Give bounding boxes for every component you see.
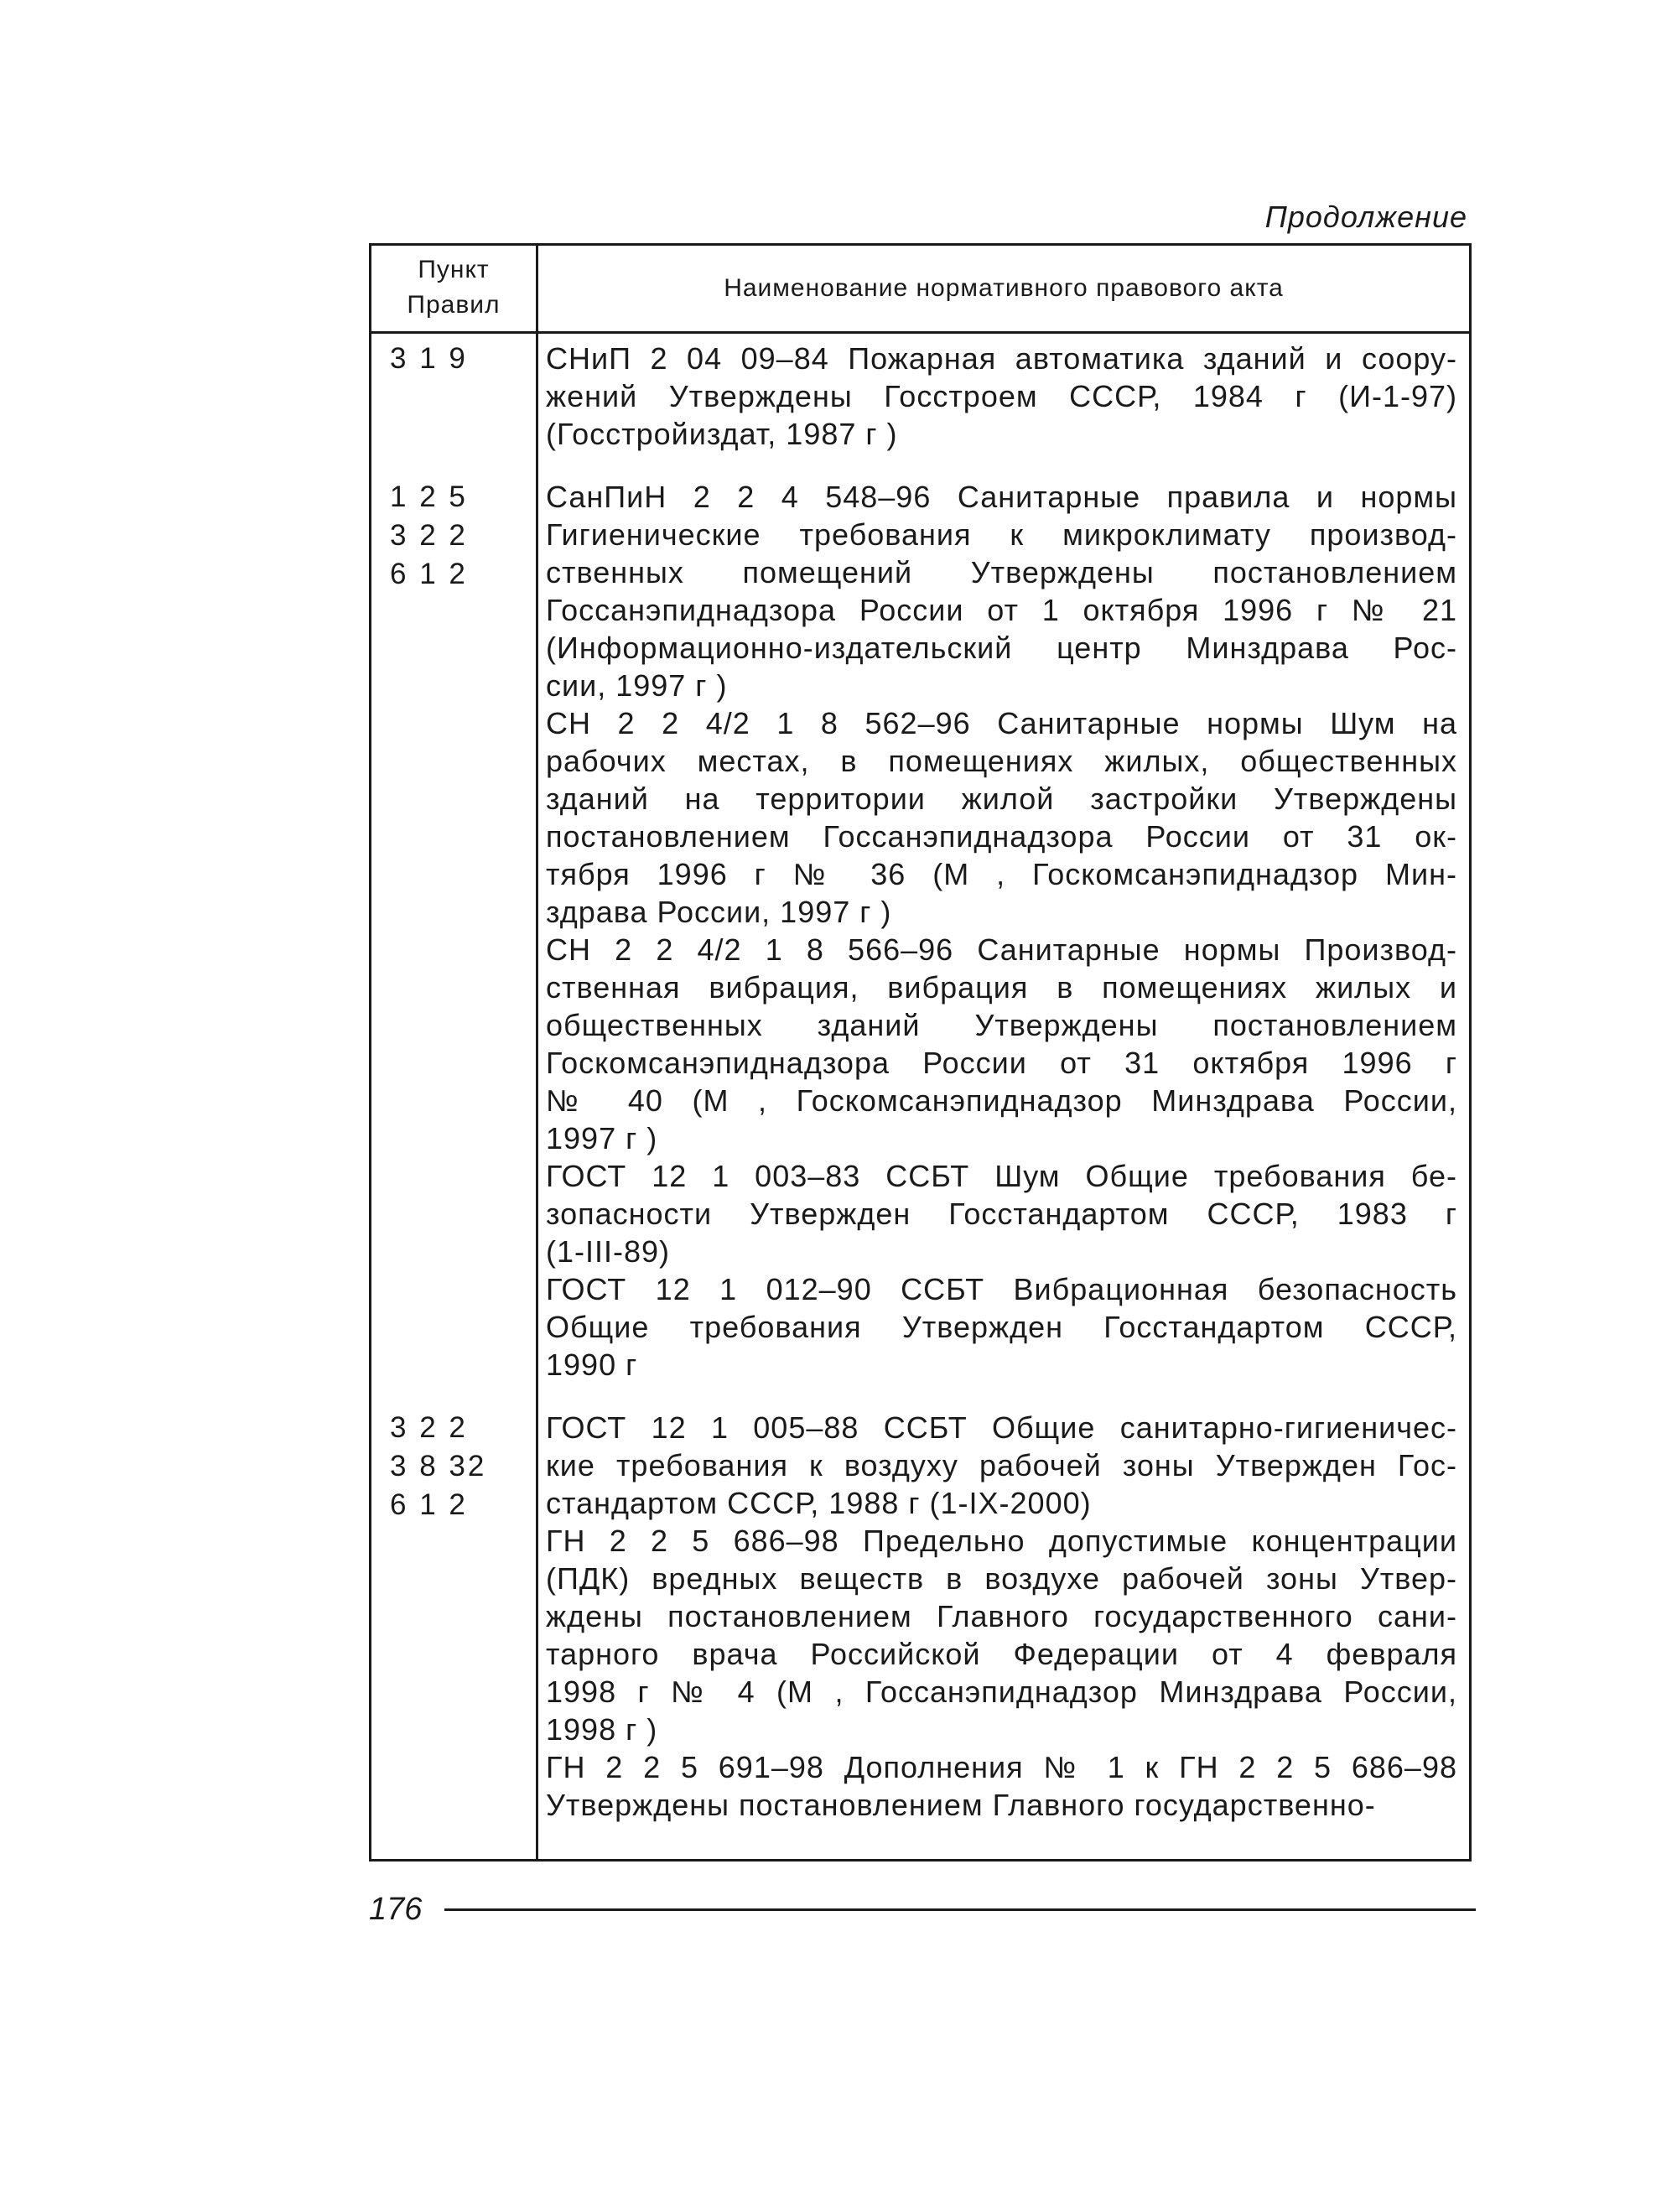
header-clause	[371, 252, 536, 323]
act-text-line: ждены постановлением Главного государственного сани-	[546, 1599, 1457, 1633]
act-text-line: жений Утверждены Госстроем СССР, 1984 г (И-1-97)	[546, 379, 1457, 413]
act-text-line: ГОСТ 12 1 012–90 ССБТ Вибрационная безопасность	[546, 1272, 1457, 1306]
act-text-line: СНиП 2 04 09–84 Пожарная автоматика зданий и соору-	[546, 341, 1457, 376]
footer-rule	[444, 1908, 1476, 1911]
act-text-line: Общие требования Утвержден Госстандартом СССР,	[546, 1310, 1457, 1344]
act-text-line: СН 2 2 4/2 1 8 566–96 Санитарные нормы Производ-	[546, 932, 1457, 967]
act-text-line: ственная вибрация, вибрация в помещениях жилых и	[546, 970, 1457, 1005]
clause-number: 6 1 2	[390, 1488, 468, 1521]
act-text-line: тября 1996 г № 36 (М , Госкомсанэпиднадзор Мин-	[546, 857, 1457, 891]
act-text-line: 1990 г	[546, 1347, 638, 1382]
act-text-line: здрава России, 1997 г )	[546, 895, 892, 929]
acts-cell	[536, 478, 1469, 1384]
act-text-line: стандартом СССР, 1988 г (1-IX-2000)	[546, 1486, 1092, 1520]
act-text-line: рабочих местах, в помещениях жилых, общественных	[546, 744, 1457, 778]
act-text-line: Гигиенические требования к микроклимату производ-	[546, 517, 1457, 552]
act-text-line: 1998 г № 4 (М , Госсанэпиднадзор Минздрава России,	[546, 1675, 1457, 1709]
act-text-line: (Информационно-издательский центр Минздрава Рос-	[546, 631, 1457, 665]
table-row	[371, 1409, 1469, 1824]
act-text-line: ГОСТ 12 1 003–83 ССБТ Шум Общие требования бе-	[546, 1159, 1457, 1193]
clause-number: 3 1 9	[390, 342, 468, 375]
clause-cell	[371, 478, 536, 1384]
act-text-line: 1998 г )	[546, 1712, 658, 1747]
act-text-line: Госкомсанэпиднадзора России от 31 октября 1996 г	[546, 1046, 1457, 1080]
clause-number: 3 2 2	[390, 519, 468, 552]
act-text-line: Госсанэпиднадзора России от 1 октября 1996 г № 21	[546, 593, 1457, 627]
act-text-line: зопасности Утвержден Госстандартом СССР, 1983 г	[546, 1197, 1457, 1231]
act-text-line: (Госстройиздат, 1987 г )	[546, 417, 898, 451]
table-row	[371, 478, 1469, 1384]
act-text-line: (1-III-89)	[546, 1234, 671, 1269]
header-act-name: Наименование нормативного правового акта	[724, 274, 1284, 302]
header-clause-line2: Правил	[407, 291, 501, 319]
act-text-line: СанПиН 2 2 4 548–96 Санитарные правила и нормы	[546, 480, 1457, 514]
act-text-line: (ПДК) вредных веществ в воздухе рабочей зоны Утвер-	[546, 1561, 1457, 1596]
page-footer	[369, 1888, 1476, 1930]
act-text-line: ГН 2 2 5 691–98 Дополнения № 1 к ГН 2 2 5 686–98	[546, 1750, 1457, 1784]
clause-number: 6 1 2	[390, 558, 468, 590]
acts-cell	[536, 1409, 1469, 1824]
act-text-line: зданий на территории жилой застройки Утверждены	[546, 781, 1457, 816]
clause-cell	[371, 1409, 536, 1824]
act-text-line: СН 2 2 4/2 1 8 562–96 Санитарные нормы Шум на	[546, 706, 1457, 740]
act-text-line: сии, 1997 г )	[546, 668, 728, 703]
act-text-line: общественных зданий Утверждены постановлением	[546, 1008, 1457, 1042]
table-row	[371, 340, 1469, 453]
continuation-label: Продолжение	[1264, 200, 1467, 234]
table-body	[371, 340, 1469, 1849]
clause-cell	[371, 340, 536, 453]
clause-number: 3 8 32	[390, 1450, 487, 1482]
regulations-table	[369, 243, 1472, 1862]
clause-number: 3 2 2	[390, 1411, 468, 1444]
act-text-line: постановлением Госсанэпиднадзора России от 31 ок-	[546, 819, 1457, 854]
clause-number: 1 2 5	[390, 480, 468, 513]
act-text-line: ственных помещений Утверждены постановлением	[546, 555, 1457, 589]
act-text-line: 1997 г )	[546, 1121, 658, 1155]
act-text-line: ГОСТ 12 1 005–88 ССБТ Общие санитарно-гигиеничес-	[546, 1410, 1457, 1445]
table-header	[371, 246, 1469, 334]
page-number: 176	[369, 1892, 423, 1927]
act-text-line: кие требования к воздуху рабочей зоны Утвержден Гос-	[546, 1448, 1457, 1482]
act-text-line: Утверждены постановлением Главного государственно-	[546, 1788, 1376, 1822]
act-text-line: ГН 2 2 5 686–98 Предельно допустимые концентрации	[546, 1524, 1457, 1558]
act-text-line: тарного врача Российской Федерации от 4 февраля	[546, 1637, 1457, 1671]
acts-cell	[536, 340, 1469, 453]
header-clause-line1: Пункт	[418, 256, 490, 283]
act-text-line: № 40 (М , Госкомсанэпиднадзор Минздрава России,	[546, 1083, 1457, 1118]
